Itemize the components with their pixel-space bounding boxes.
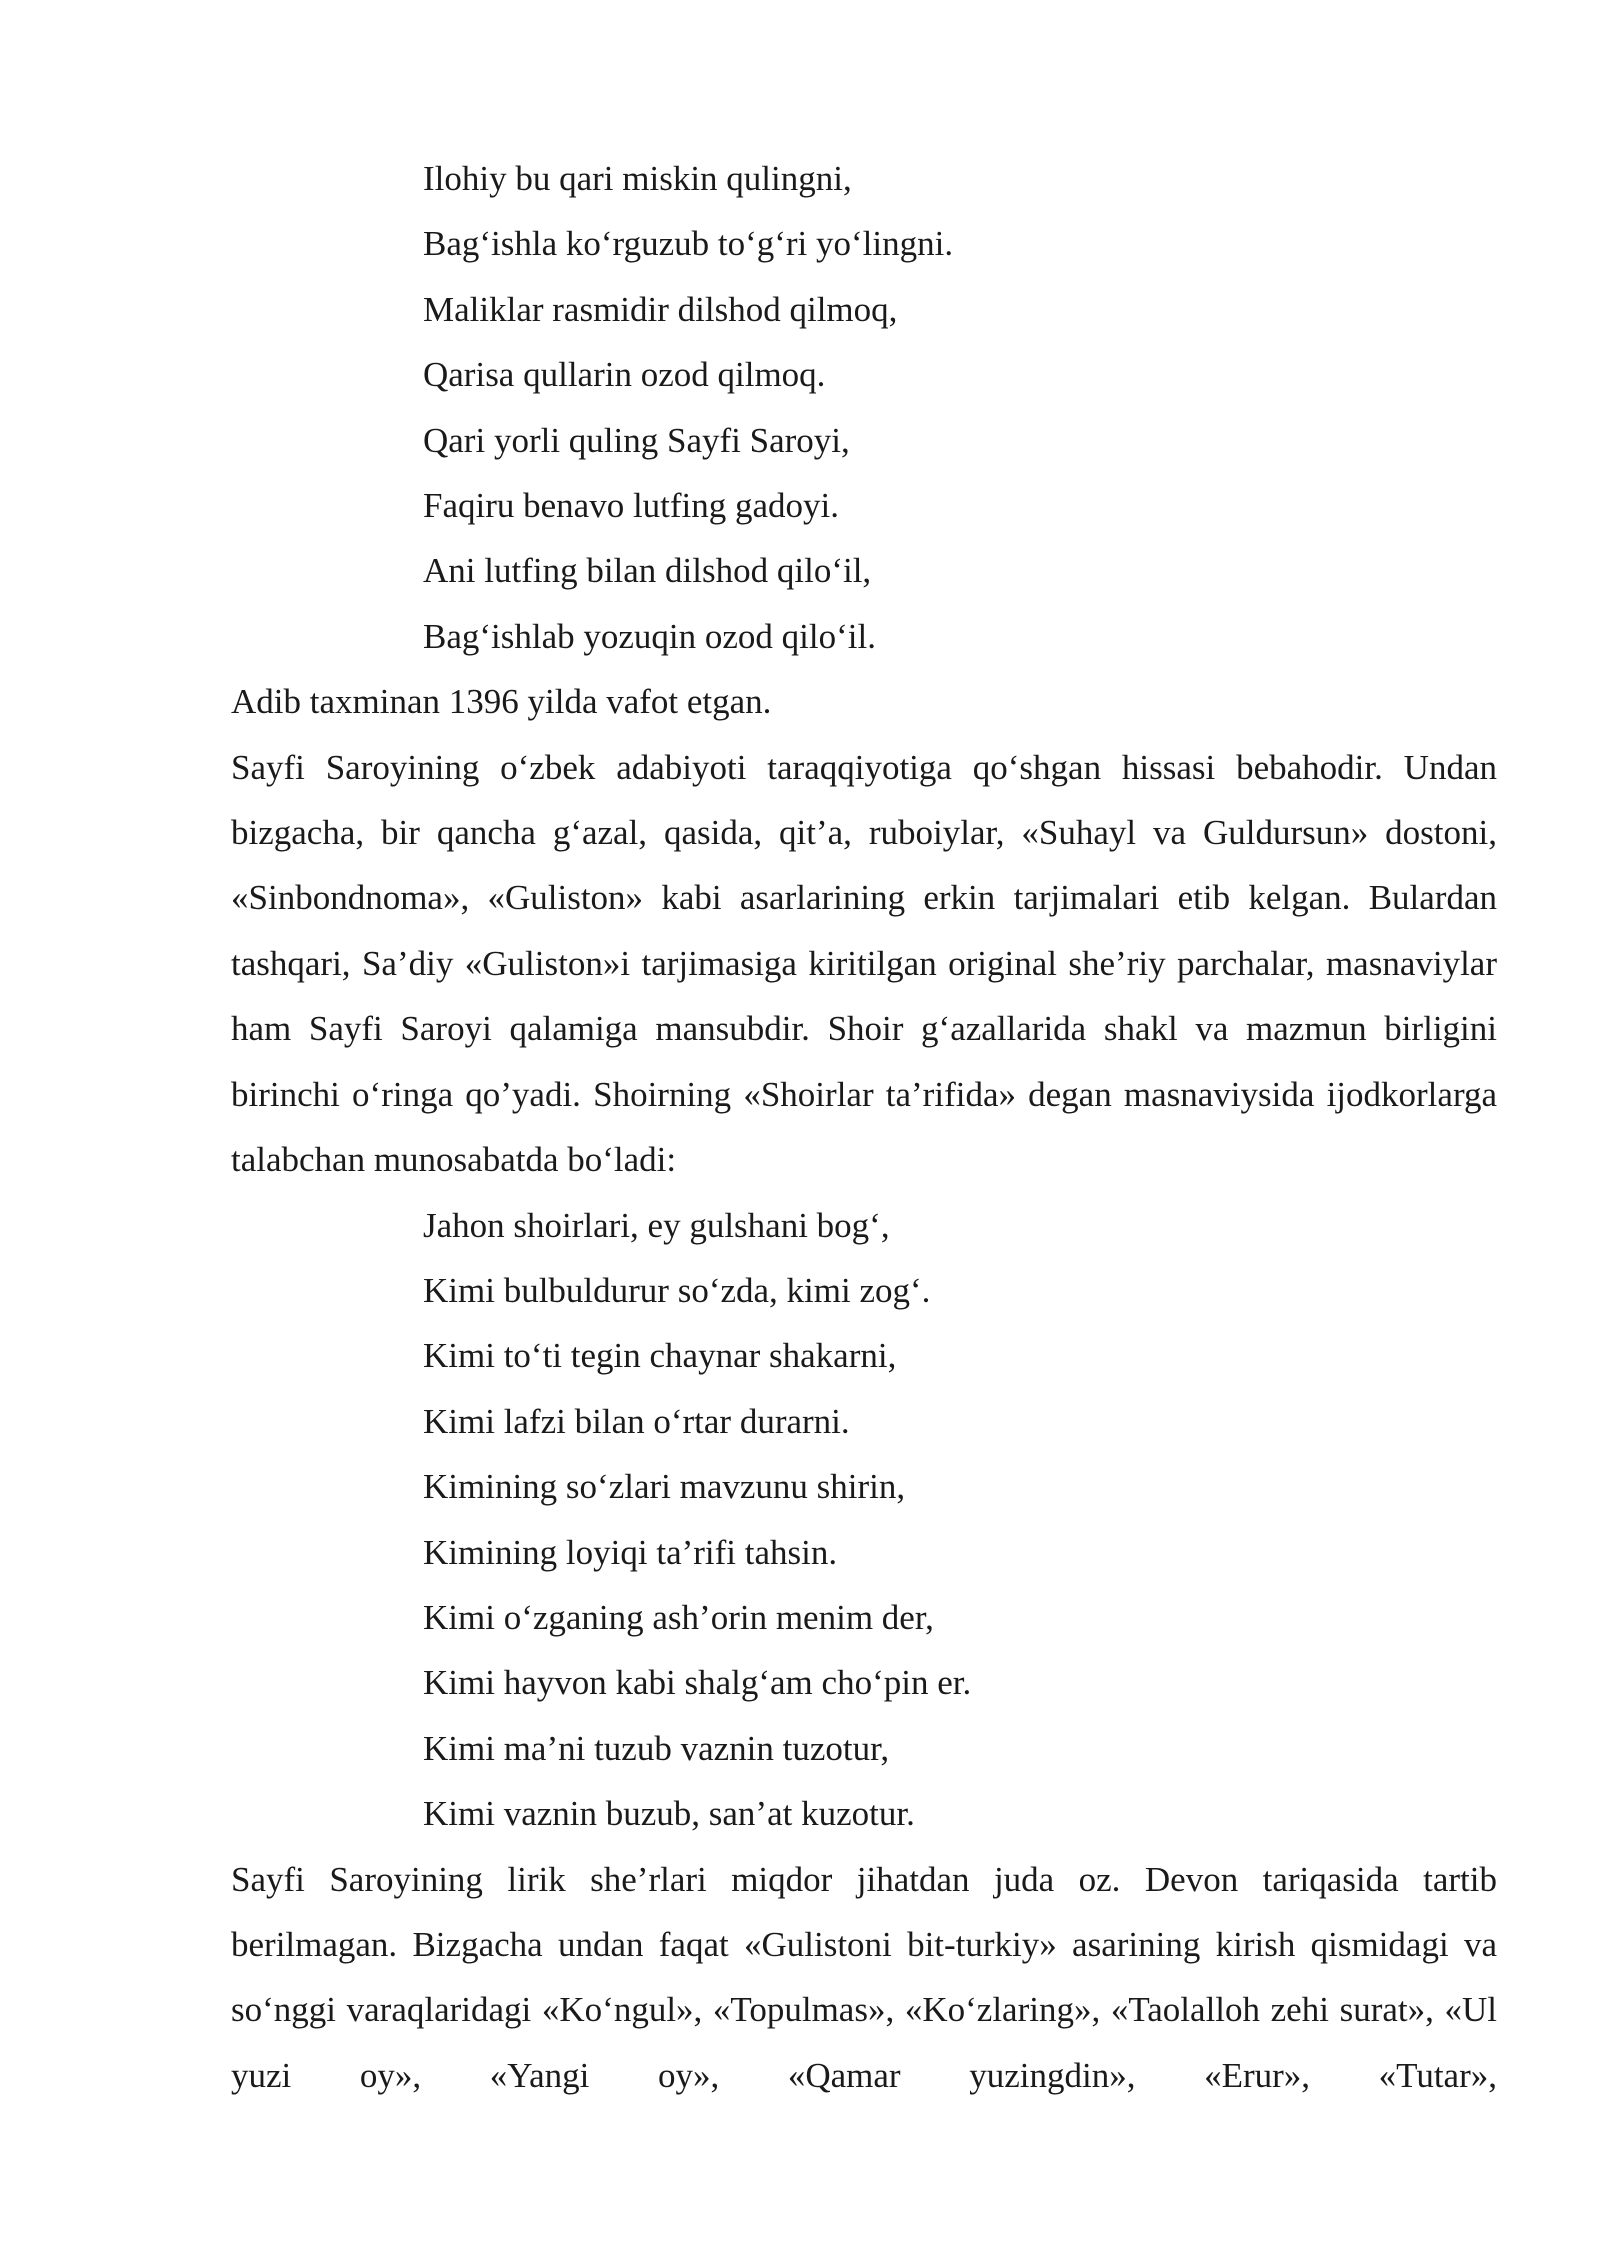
paragraph-contribution: Sayfi Saroyining o‘zbek adabiyoti taraqqiyotiga qo‘shgan hissasi bebahodir. Undan bizgacha, bir qancha g‘azal, qasida, qit’a, ruboiylar, «Suhayl va Guldursun» dostoni, «Sinbondnoma», «Guliston» kabi asarlarining erkin tarjimalari etib kelgan. Bulardan tashqari, Sa’diy «Guliston»i tarjimasiga kiritilgan original she’riy parchalar, masnaviylar ham Sayfi Saroyi qalamiga mansubdir. Shoir g‘azallarida shakl va mazmun birligini birinchi o‘ringa qo’yadi. Shoirning «Shoirlar ta’rifida» degan masnaviysida ijodkorlarga talabchan munosabatda bo‘ladi: [231, 747, 1497, 1180]
verse-line: Bag‘ishla ko‘rguzub to‘g‘ri yo‘lingni. [423, 224, 954, 264]
verse-line: Jahon shoirlari, ey gulshani bog‘, [423, 1205, 890, 1245]
verse-line: Qari yorli quling Sayfi Saroyi, [423, 420, 850, 460]
verse-line: Maliklar rasmidir dilshod qilmoq, [423, 289, 898, 329]
verse-line: Kimi lafzi bilan o‘rtar durarni. [423, 1401, 850, 1441]
verse-line: Ilohiy bu qari miskin qulingni, [423, 159, 852, 198]
paragraph-death-year: Adib taxminan 1396 yilda vafot etgan. [231, 682, 772, 722]
verse-line: Faqiru benavo lutfing gadoyi. [423, 486, 840, 526]
verse-line: Ani lutfing bilan dilshod qilo‘il, [423, 551, 872, 591]
verse-line: Kimi vaznin buzub, san’at kuzotur. [423, 1794, 915, 1834]
page-content [231, 146, 1497, 2108]
verse-line: Kimi ma’ni tuzub vaznin tuzotur, [423, 1728, 890, 1768]
verse-block-prayer [231, 146, 1497, 669]
verse-line: Bag‘ishlab yozuqin ozod qilo‘il. [423, 616, 876, 656]
verse-line: Qarisa qullarin ozod qilmoq. [423, 355, 826, 395]
verse-line: Kimining loyiqi ta’rifi tahsin. [423, 1532, 838, 1572]
verse-line: Kimi hayvon kabi shalg‘am cho‘pin er. [423, 1663, 972, 1703]
paragraph-lyric-poems: Sayfi Saroyining lirik she’rlari miqdor jihatdan juda oz. Devon tariqasida tartib berilmagan. Bizgacha undan faqat «Gulistoni bit-turkiy» asarining kirish qismidagi va so‘nggi varaqlaridagi «Ko‘ngul», «Topulmas», «Ko‘zlaring», «Taolalloh zehi surat», «Ul yuzi oy», «Yangi oy», «Qamar yuzingdin», «Erur», «Tutar», [231, 1859, 1497, 2095]
verse-line: Kimi o‘zganing ash’orin menim der, [423, 1597, 934, 1637]
verse-line: Kimining so‘zlari mavzunu shirin, [423, 1467, 906, 1507]
verse-line: Kimi bulbuldurur so‘zda, kimi zog‘. [423, 1270, 931, 1310]
verse-line: Kimi to‘ti tegin chaynar shakarni, [423, 1336, 897, 1376]
verse-block-poets [231, 1193, 1497, 1847]
